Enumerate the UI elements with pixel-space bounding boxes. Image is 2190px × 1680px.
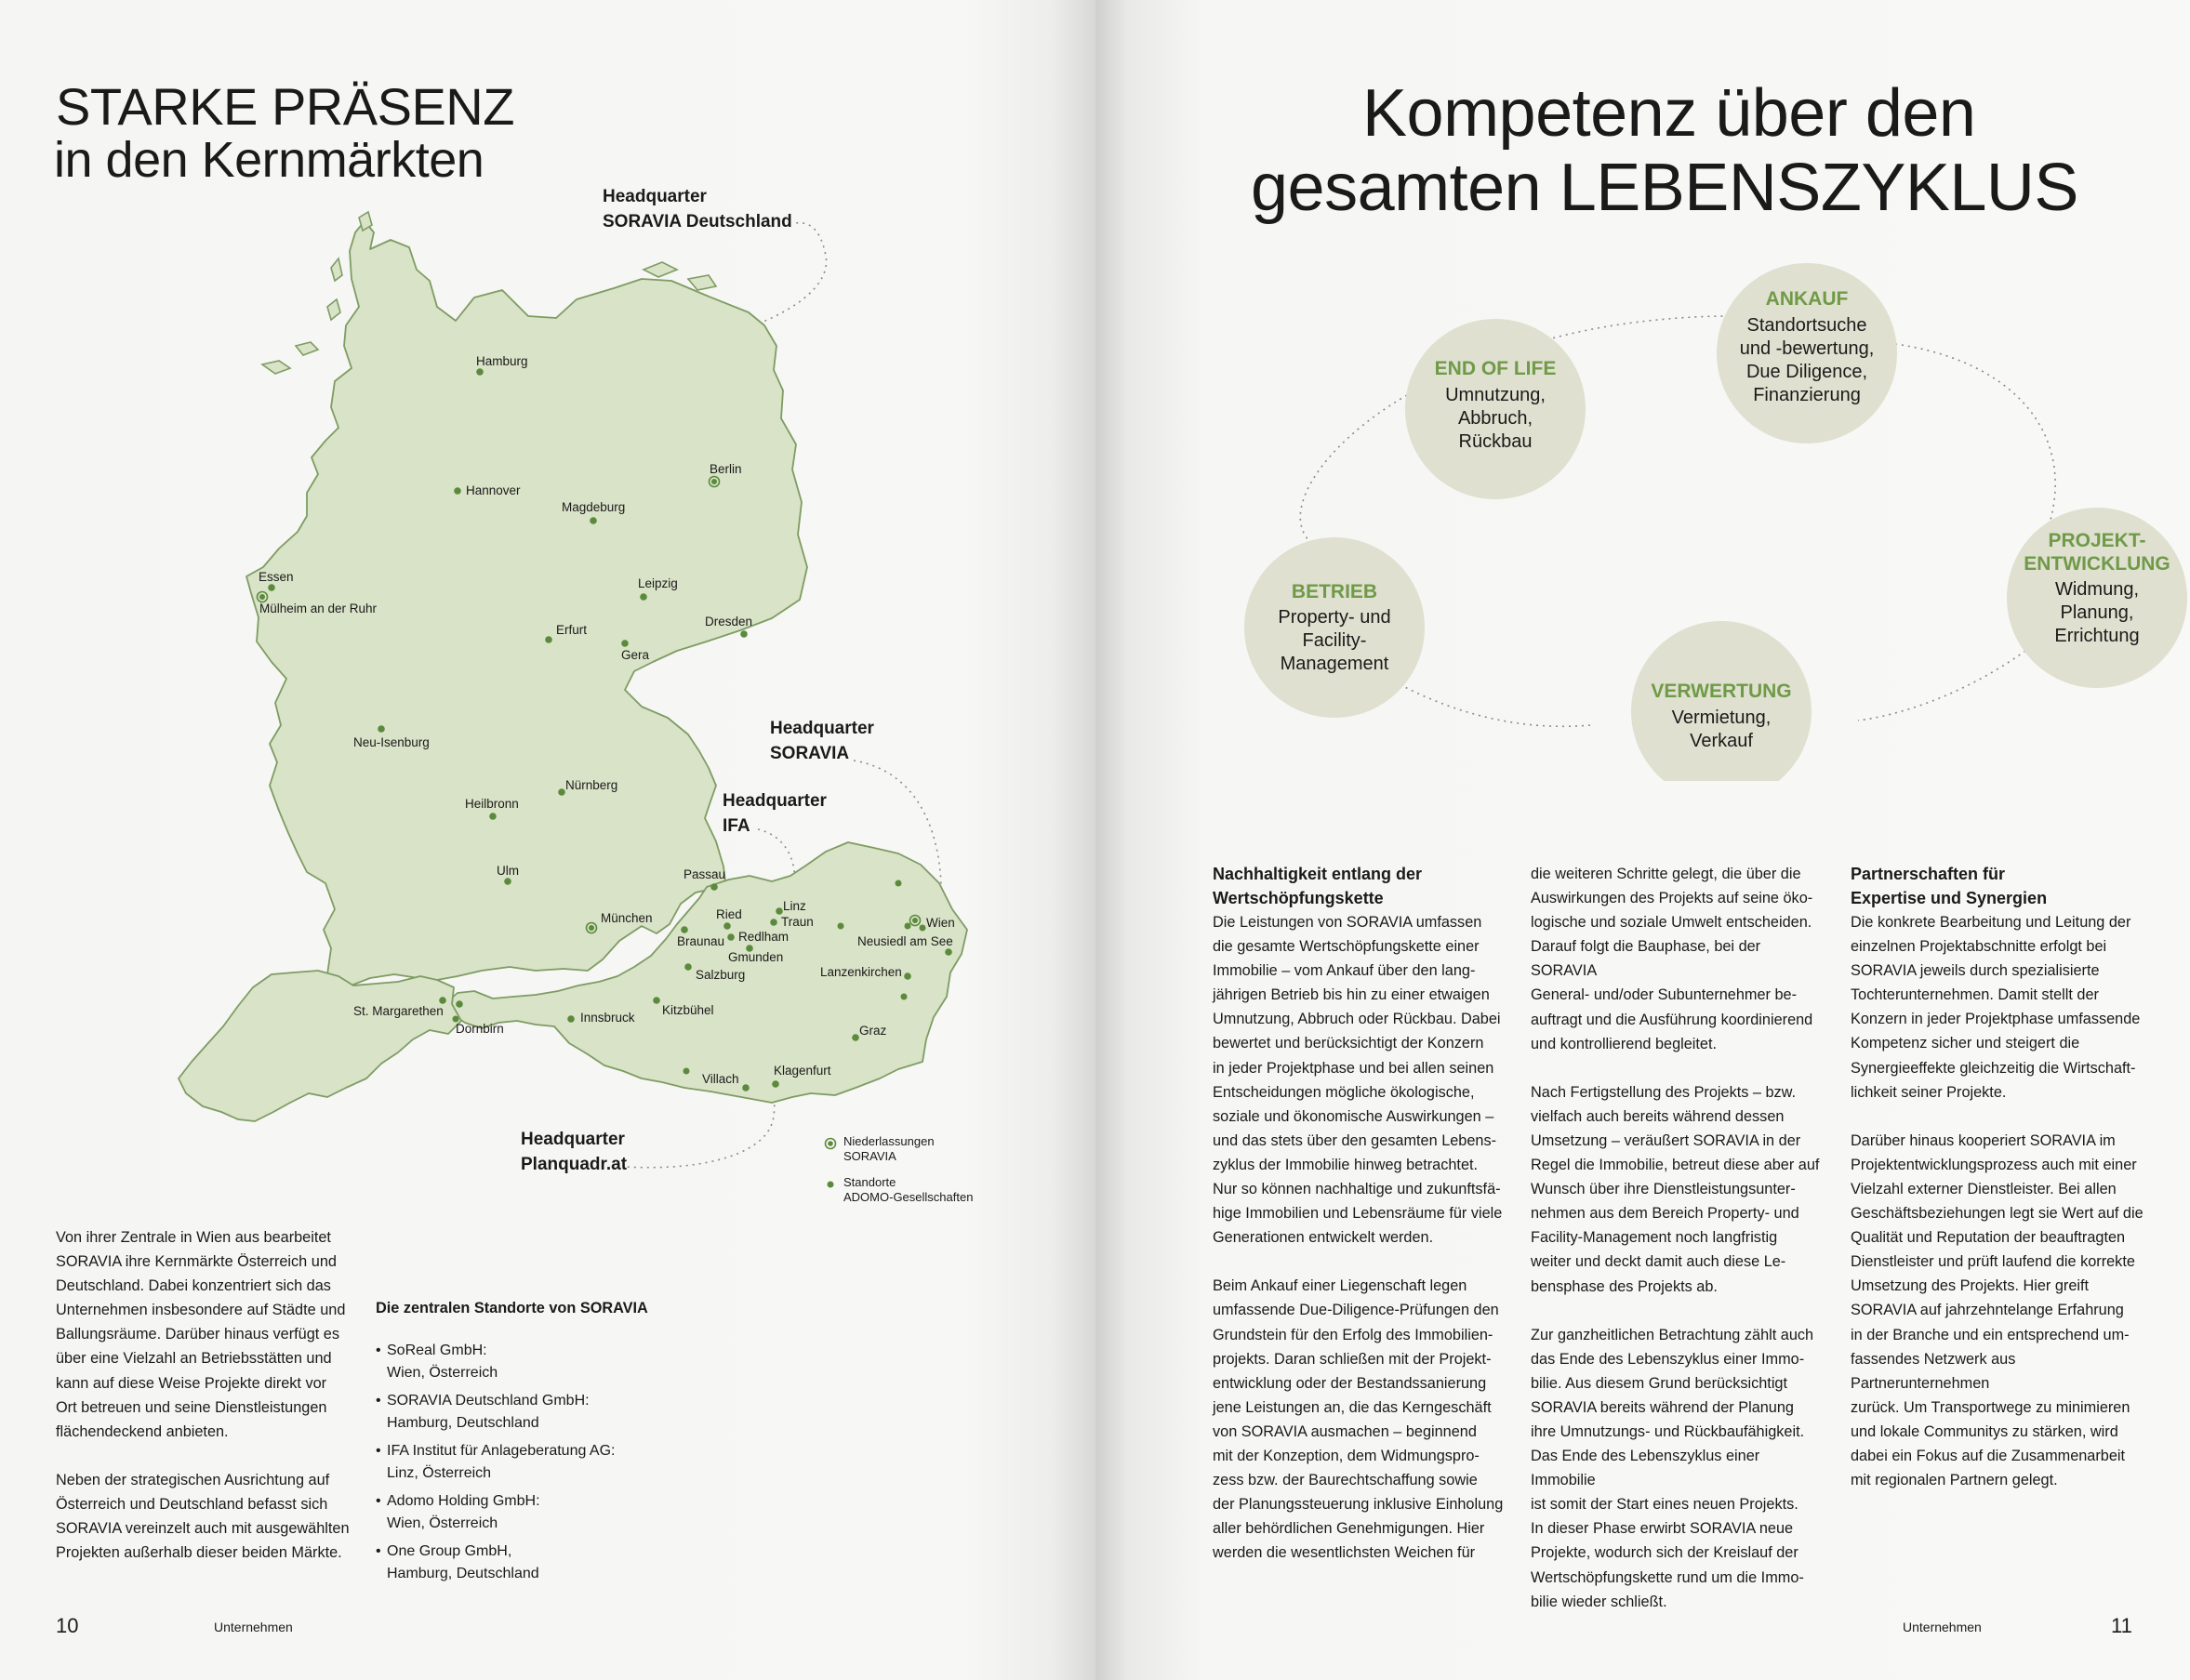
bullet-icon: • xyxy=(376,1443,381,1459)
city-label: Traun xyxy=(781,915,814,929)
text-line: Projektentwicklungsprozess auch mit einer xyxy=(1851,1156,2137,1173)
legend-dot-icon xyxy=(823,1177,838,1192)
city-label: St. Margarethen xyxy=(353,1004,444,1018)
column-heading xyxy=(1851,862,2148,910)
text-column-3 xyxy=(1851,862,2148,1516)
cycle-text: Finanzierung xyxy=(1753,385,1861,405)
paragraph xyxy=(1213,1274,1510,1565)
text-line: Deutschland. Dabei konzentriert sich das xyxy=(56,1277,331,1295)
location-place: Linz, Österreich xyxy=(387,1465,492,1481)
paragraph xyxy=(1531,1080,1828,1299)
text-line: bensphase des Projekts ab. xyxy=(1531,1277,1718,1295)
text-line: entwicklung oder der Bestandssanierung xyxy=(1213,1374,1487,1392)
city-dot xyxy=(621,640,629,647)
cycle-link-4 xyxy=(1858,651,2025,721)
city-dot xyxy=(567,1015,575,1023)
hq-line1: Headquarter xyxy=(723,791,827,811)
cycle-text: und -bewertung, xyxy=(1739,338,1875,359)
city-dot xyxy=(711,479,717,484)
text-line: logische und soziale Umwelt entscheiden. xyxy=(1531,914,1812,932)
city-lanzenkirchen xyxy=(820,965,911,980)
location-name: SORAVIA Deutschland GmbH: xyxy=(387,1393,590,1409)
city-dot-unlabeled xyxy=(901,994,908,1000)
legend-item-office xyxy=(823,1134,973,1164)
cycle-text: Verkauf xyxy=(1690,731,1753,751)
city-dot xyxy=(723,922,731,930)
location-place: Hamburg, Deutschland xyxy=(387,1566,539,1581)
text-line: Nur so können nachhaltige und zukunftsfä- xyxy=(1213,1181,1501,1198)
city-label: Erfurt xyxy=(556,623,588,637)
city-label: Leipzig xyxy=(638,576,678,590)
lifecycle-diagram xyxy=(1095,242,2190,781)
legend-text: ADOMO-Gesellschaften xyxy=(843,1190,974,1204)
city-dot xyxy=(904,972,911,980)
text-line: Projekten außerhalb dieser beiden Märkte. xyxy=(56,1544,342,1562)
text-line: Grundstein für den Erfolg des Immobilien- xyxy=(1213,1326,1493,1343)
city-label: Klagenfurt xyxy=(774,1064,831,1078)
cycle-circle-betrieb xyxy=(1244,537,1425,718)
city-dot xyxy=(640,593,647,601)
column-body xyxy=(1531,862,1828,1614)
cycle-text: Property- und xyxy=(1278,607,1391,628)
city-dot xyxy=(770,919,777,926)
city-dot-unlabeled xyxy=(453,1016,459,1023)
text-line: hige Immobilien und Lebensräume für viele xyxy=(1213,1205,1503,1223)
text-line: Darauf folgt die Bauphase, bei der SORAVIA xyxy=(1531,938,1761,980)
city-label: Ulm xyxy=(497,864,519,878)
city-dot xyxy=(653,997,660,1004)
footer-label-right: Unternehmen xyxy=(1903,1620,1982,1634)
text-line: Nachhaltigkeit entlang der xyxy=(1213,865,1423,883)
right-page xyxy=(1095,0,2190,1680)
city-dot xyxy=(504,878,511,885)
bullet-icon: • xyxy=(376,1493,381,1509)
cycle-title-entwicklung: ENTWICKLUNG xyxy=(2024,553,2170,575)
text-line: Umsetzung des Projekts. Hier greift xyxy=(1851,1277,2090,1295)
location-item xyxy=(376,1340,655,1384)
switzerland-shape xyxy=(179,971,461,1121)
paragraph xyxy=(1851,1129,2148,1492)
text-line: soziale und ökonomische Auswirkungen – xyxy=(1213,1107,1494,1125)
text-line: Zur ganzheitlichen Betrachtung zählt auch xyxy=(1531,1326,1814,1343)
city-label: Salzburg xyxy=(696,968,746,982)
city-label: Lanzenkirchen xyxy=(820,965,902,979)
city-dot xyxy=(589,925,594,931)
hq-line1: Headquarter xyxy=(603,187,707,206)
intro-text xyxy=(56,1225,363,1589)
cycle-title-ankauf: ANKAUF xyxy=(1765,288,1849,310)
city-label: Wien xyxy=(926,916,955,930)
city-label: Innsbruck xyxy=(580,1011,635,1025)
city-label: Mülheim an der Ruhr xyxy=(259,602,378,615)
locations-list xyxy=(376,1340,655,1585)
text-line: Projekte, wodurch sich der Kreislauf der xyxy=(1531,1544,1798,1562)
city-dot-extra xyxy=(905,923,911,930)
location-place: Wien, Österreich xyxy=(387,1365,498,1381)
text-line: Ballungsräume. Darüber hinaus verfügt es xyxy=(56,1326,339,1343)
city-label: Essen xyxy=(259,570,294,584)
text-line: Entscheidungen mögliche ökologische, xyxy=(1213,1083,1475,1101)
cycle-text: Planung, xyxy=(2060,602,2134,623)
text-line: fassendes Netzwerk aus Partnerunternehmen xyxy=(1851,1350,2016,1392)
text-line: SORAVIA vereinzelt auch mit ausgewählten xyxy=(56,1520,350,1538)
city-label: Graz xyxy=(859,1024,887,1038)
city-label: Neusiedl am See xyxy=(857,934,953,948)
text-line: Wunsch über ihre Dienstleistungsunter- xyxy=(1531,1181,1796,1198)
location-name: IFA Institut für Anlageberatung AG: xyxy=(387,1443,616,1459)
legend-text: Standorte xyxy=(843,1175,896,1189)
text-line: auftragt und die Ausführung koordinierend xyxy=(1531,1011,1813,1028)
cycle-text: Rückbau xyxy=(1458,431,1533,452)
city-label: Heilbronn xyxy=(465,797,519,811)
text-line: Kompetenz sicher und steigert die xyxy=(1851,1035,2080,1052)
city-dot xyxy=(439,997,446,1004)
text-line: ihre Umnutzungs- und Rückbaufähigkeit. xyxy=(1531,1422,1805,1440)
city-dot xyxy=(456,1000,463,1008)
text-line: werden die wesentlichsten Weichen für xyxy=(1213,1544,1476,1562)
city-dot xyxy=(476,368,484,376)
city-dot xyxy=(740,630,748,638)
text-line: zyklus der Immobilie hinweg betrachtet. xyxy=(1213,1156,1479,1173)
presence-map xyxy=(0,0,1095,1246)
text-column-2 xyxy=(1531,862,1828,1638)
hq-ifa xyxy=(723,788,827,839)
location-name: Adomo Holding GmbH: xyxy=(387,1493,540,1509)
city-label: Berlin xyxy=(710,462,742,476)
text-line: Immobilie – vom Ankauf über den lang- xyxy=(1213,962,1476,980)
text-line: vielfach auch bereits während dessen xyxy=(1531,1107,1785,1125)
text-line: aller behördlichen Genehmigungen. Hier xyxy=(1213,1520,1485,1538)
location-name: One Group GmbH, xyxy=(387,1543,512,1559)
text-line: Konzern in jeder Projektphase umfassende xyxy=(1851,1011,2141,1028)
left-title-line1: STARKE PRÄSENZ xyxy=(56,77,514,136)
text-line: die gesamte Wertschöpfungskette einer xyxy=(1213,938,1480,956)
text-line: bewertet und berücksichtigt der Konzern xyxy=(1213,1035,1484,1052)
text-line: Partnerschaften für xyxy=(1851,865,2006,883)
text-line: Dienstleister und prüft laufend die korrekte xyxy=(1851,1253,2135,1271)
right-title-line2: gesamten LEBENSZYKLUS xyxy=(1251,151,2078,225)
text-line: Neben der strategischen Ausrichtung auf xyxy=(56,1471,330,1488)
text-line: mit der Konzeption, dem Widmungspro- xyxy=(1213,1447,1480,1464)
legend-office-icon xyxy=(823,1136,838,1151)
left-title-line2: in den Kernmärkten xyxy=(54,132,484,188)
page-number-right: 11 xyxy=(2111,1614,2132,1637)
city-label: Dornbirn xyxy=(456,1022,504,1036)
cycle-link-3 xyxy=(1895,344,2055,539)
text-line: Wertschöpfungskette rund um die Immo- xyxy=(1531,1568,1804,1586)
city-dot xyxy=(684,963,692,971)
paragraph xyxy=(1531,1323,1828,1614)
paragraph xyxy=(1213,910,1510,1250)
text-line: in der Branche und ein entsprechend um- xyxy=(1851,1326,2130,1343)
legend-text: Niederlassungen xyxy=(843,1134,935,1148)
hq-planquadrat xyxy=(521,1127,627,1177)
cycle-title-end-of-life: END OF LIFE xyxy=(1434,358,1557,379)
city-label: Linz xyxy=(783,899,806,913)
city-label: Nürnberg xyxy=(565,778,618,792)
city-dot xyxy=(454,487,461,495)
hq-line1: Headquarter xyxy=(521,1130,625,1149)
text-line: Wertschöpfungskette xyxy=(1213,889,1384,907)
hq-line1: Headquarter xyxy=(770,719,874,738)
text-line: von SORAVIA ausmachen – beginnend xyxy=(1213,1422,1477,1440)
city-dot xyxy=(378,725,385,733)
column-body xyxy=(1851,910,2148,1492)
text-line: Umsetzung – veräußert SORAVIA in der xyxy=(1531,1131,1801,1149)
location-item xyxy=(376,1390,655,1435)
map-legend xyxy=(823,1134,973,1205)
text-column-1 xyxy=(1213,862,1510,1589)
cycle-text: Abbruch, xyxy=(1457,408,1533,429)
city-dot xyxy=(776,907,783,915)
paragraph xyxy=(56,1225,363,1444)
text-line: Facility-Management noch langfristig xyxy=(1531,1229,1778,1247)
right-title-line1: Kompetenz über den xyxy=(1362,76,1976,151)
text-line: nehmen aus dem Bereich Property- und xyxy=(1531,1205,1799,1223)
text-line: und das stets über den gesamten Lebens- xyxy=(1213,1131,1497,1149)
text-line: und lokale Communitys zu stärken, wird xyxy=(1851,1422,2118,1440)
text-line: weiter und deckt damit auch diese Le- xyxy=(1531,1253,1786,1271)
hq-line2: IFA xyxy=(723,816,750,836)
text-line: Expertise und Synergien xyxy=(1851,889,2048,907)
column-heading xyxy=(1213,862,1510,910)
text-line: über eine Vielzahl an Betriebsstätten und xyxy=(56,1350,332,1368)
text-line: flächendeckend anbieten. xyxy=(56,1422,229,1440)
text-line: jene Leistungen an, die das Kerngeschäft xyxy=(1213,1398,1492,1416)
text-line: projekts. Daran schließen mit der Projekt- xyxy=(1213,1350,1492,1368)
cycle-text: Umnutzung, xyxy=(1445,385,1546,405)
text-line: Von ihrer Zentrale in Wien aus bearbeitet xyxy=(56,1229,331,1246)
location-place: Hamburg, Deutschland xyxy=(387,1415,539,1431)
bullet-icon: • xyxy=(376,1393,381,1409)
cycle-text: Errichtung xyxy=(2054,626,2140,646)
text-line: kann auf diese Weise Projekte direkt vor xyxy=(56,1374,327,1392)
hq-line2: SORAVIA xyxy=(770,744,850,763)
city-label: Magdeburg xyxy=(562,500,626,514)
city-label: Passau xyxy=(684,867,726,881)
text-line: Unternehmen insbesondere auf Städte und xyxy=(56,1302,346,1319)
text-line: SORAVIA jeweils durch spezialisierte xyxy=(1851,962,2100,980)
text-line: dabei ein Fokus auf die Zusammenarbeit xyxy=(1851,1447,2126,1464)
location-place: Wien, Österreich xyxy=(387,1515,498,1531)
text-line: SORAVIA bereits während der Planung xyxy=(1531,1398,1794,1416)
text-line: mit regionalen Partnern gelegt. xyxy=(1851,1472,2058,1489)
cycle-text: Vermietung, xyxy=(1671,708,1772,728)
paragraph xyxy=(56,1468,363,1565)
text-line: Qualität und Reputation der beauftragten xyxy=(1851,1229,2126,1247)
city-label: Hamburg xyxy=(476,354,528,368)
text-line: der Planungssteuerung inklusive Einholung xyxy=(1213,1496,1504,1514)
city-dot xyxy=(681,926,688,933)
city-dot xyxy=(852,1034,859,1041)
text-line: jährigen Betrieb bis hin zu einer etwaigen xyxy=(1213,986,1490,1004)
text-line: Tochterunternehmen. Damit stellt der xyxy=(1851,986,2099,1004)
city-label: Gmunden xyxy=(728,950,784,964)
city-label: Hannover xyxy=(466,483,521,497)
footer-label-left: Unternehmen xyxy=(214,1620,293,1634)
text-line: Geschäftsbeziehungen legt sie Wert auf die xyxy=(1851,1205,2144,1223)
city-dot xyxy=(912,918,918,923)
location-item xyxy=(376,1541,655,1585)
text-line: General- und/oder Subunternehmer be- xyxy=(1531,986,1798,1004)
cycle-text: Standortsuche xyxy=(1746,315,1867,336)
text-line: bilie wieder schließt. xyxy=(1531,1593,1667,1610)
hq-line2: Planquadr.at xyxy=(521,1155,628,1174)
text-line: und kontrollierend begleitet. xyxy=(1531,1035,1718,1052)
text-line: SORAVIA auf jahrzehntelange Erfahrung xyxy=(1851,1302,2124,1319)
city-dot-unlabeled xyxy=(896,880,902,887)
city-dot xyxy=(489,813,497,820)
text-line: in jeder Projektphase und bei allen seinen xyxy=(1213,1059,1494,1077)
text-line: Umnutzung, Abbruch oder Rückbau. Dabei xyxy=(1213,1011,1501,1028)
city-label: Kitzbühel xyxy=(662,1003,714,1017)
city-label: Neu-Isenburg xyxy=(353,735,430,749)
location-item xyxy=(376,1440,655,1485)
city-label: Redlham xyxy=(738,930,790,944)
text-line: Auswirkungen des Projekts auf seine öko- xyxy=(1531,890,1813,907)
column-body xyxy=(1213,910,1510,1565)
text-line: SORAVIA ihre Kernmärkte Österreich und xyxy=(56,1253,337,1271)
cycle-title-verwertung: VERWERTUNG xyxy=(1651,681,1792,702)
city-dot xyxy=(259,594,265,600)
paragraph xyxy=(1851,910,2148,1105)
text-line: bilie. Aus diesem Grund berücksichtigt xyxy=(1531,1374,1788,1392)
text-line: In dieser Phase erwirbt SORAVIA neue xyxy=(1531,1520,1794,1538)
cycle-title-projekt: PROJEKT- xyxy=(2048,530,2146,551)
city-dot xyxy=(742,1084,750,1091)
city-dot xyxy=(945,948,952,956)
locations-block xyxy=(376,1300,655,1591)
city-label: München xyxy=(601,911,653,925)
city-dot xyxy=(590,517,597,524)
city-dot-extra xyxy=(920,925,926,932)
cycle-text: Due Diligence, xyxy=(1745,362,1868,382)
text-line: Die konkrete Bearbeitung und Leitung der xyxy=(1851,914,2131,931)
text-line: ist somit der Start eines neuen Projekts. xyxy=(1531,1496,1798,1514)
city-dot xyxy=(558,788,565,796)
city-dot-unlabeled xyxy=(684,1068,690,1075)
text-line: Synergieeffekte gleichzeitig die Wirtschaft- xyxy=(1851,1059,2136,1077)
text-line: Regel die Immobilie, betreut diese aber auf xyxy=(1531,1157,1820,1174)
text-line: Das Ende des Lebenszyklus einer Immobilie xyxy=(1531,1448,1760,1489)
city-dot xyxy=(545,636,552,643)
cycle-text: Management xyxy=(1280,654,1389,674)
location-item xyxy=(376,1490,655,1535)
text-line: Beim Ankauf einer Liegenschaft legen xyxy=(1213,1277,1467,1295)
text-line: umfassende Due-Diligence-Prüfungen den xyxy=(1213,1302,1499,1319)
page-number-left: 10 xyxy=(56,1614,79,1637)
hq-soravia xyxy=(770,716,874,766)
text-line: Darüber hinaus kooperiert SORAVIA im xyxy=(1851,1131,2116,1149)
bullet-icon: • xyxy=(376,1343,381,1358)
text-line: Ort betreuen und seine Dienstleistungen xyxy=(56,1398,327,1416)
text-line: einzelnen Projektabschnitte erfolgt bei xyxy=(1851,938,2107,956)
cycle-link-1 xyxy=(1300,395,1407,549)
hq-soravia-deutschland xyxy=(603,184,792,234)
text-line: zess bzw. der Baurechtschaffung sowie xyxy=(1213,1472,1478,1489)
location-name: SoReal GmbH: xyxy=(387,1343,487,1358)
legend-text: SORAVIA xyxy=(843,1149,896,1163)
cycle-text: Facility- xyxy=(1302,630,1367,651)
text-line: lichkeit seiner Projekte. xyxy=(1851,1083,2007,1101)
text-line: das Ende des Lebenszyklus einer Immo- xyxy=(1531,1350,1805,1368)
city-label: Ried xyxy=(716,907,742,921)
locations-heading: Die zentralen Standorte von SORAVIA xyxy=(376,1300,648,1316)
city-dot-unlabeled xyxy=(838,923,844,930)
paragraph xyxy=(1531,862,1828,1056)
city-label: Dresden xyxy=(705,615,753,628)
text-line: Vielzahl externer Dienstleister. Bei allen xyxy=(1851,1180,2117,1197)
text-line: Die Leistungen von SORAVIA umfassen xyxy=(1213,914,1482,931)
city-dot xyxy=(710,883,718,891)
city-label: Gera xyxy=(621,648,650,662)
text-line: Österreich und Deutschland befasst sich xyxy=(56,1495,328,1513)
city-dot xyxy=(268,584,275,591)
cycle-title-betrieb: BETRIEB xyxy=(1291,581,1378,602)
text-line: Nach Fertigstellung des Projekts – bzw. xyxy=(1531,1083,1797,1101)
city-label: Braunau xyxy=(677,934,725,948)
text-line: Generationen entwickelt werden. xyxy=(1213,1229,1434,1247)
bullet-icon: • xyxy=(376,1543,381,1559)
text-line: die weiteren Schritte gelegt, die über die xyxy=(1531,866,1801,882)
legend-item-adomo xyxy=(823,1175,973,1205)
city-dot xyxy=(727,933,735,941)
city-dot xyxy=(772,1080,779,1088)
text-line: zurück. Um Transportwege zu minimieren xyxy=(1851,1398,2130,1416)
cycle-text: Widmung, xyxy=(2054,579,2140,600)
city-label: Villach xyxy=(702,1072,739,1086)
hq-line2: SORAVIA Deutschland xyxy=(603,212,792,231)
